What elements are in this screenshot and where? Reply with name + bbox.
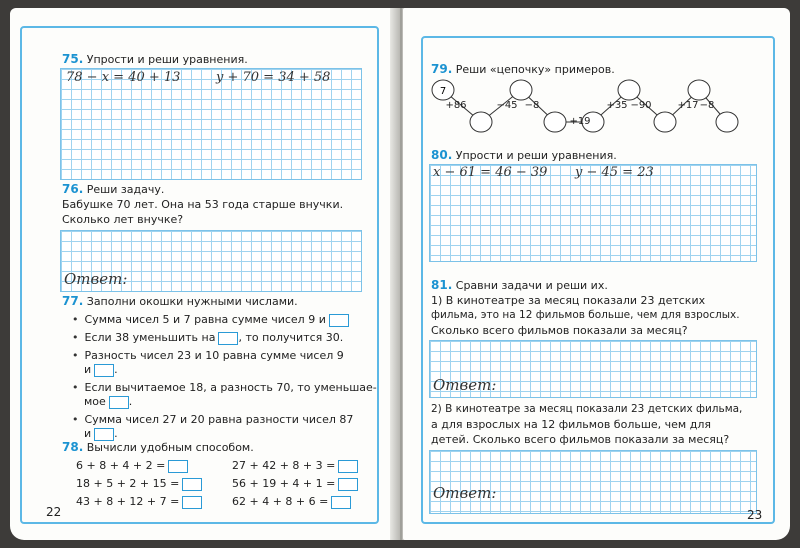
chain-operation-label: +35 [606, 100, 628, 111]
task-78-col1-row3 [76, 494, 202, 509]
task-77-item-1 [72, 312, 349, 327]
task-81-p2-line3: детей. Сколько всего фильмов показали за месяц? [431, 433, 730, 446]
task-81-p2-line2: а для взрослых на 12 фильмов больше, чем для [431, 418, 711, 431]
right-page [403, 8, 790, 540]
expression: 27 + 42 + 8 + 3 = [232, 459, 336, 472]
task-78-col1-row1 [76, 458, 188, 473]
task-78-number: 78. [62, 440, 84, 454]
task-81-p2-line1: 2) В кинотеатре за месяц показали 23 детских фильма, [431, 403, 743, 415]
answer-box[interactable] [182, 496, 202, 509]
answer-box[interactable] [338, 478, 358, 491]
expression: 56 + 19 + 4 + 1 = [232, 477, 336, 490]
answer-box[interactable] [329, 314, 349, 327]
task-77-item-2-text: Если 38 уменьшить на [84, 331, 216, 344]
task-76-heading [62, 182, 164, 197]
task-81-grid-2 [429, 450, 757, 514]
answer-box[interactable] [218, 332, 238, 345]
task-75-title: Упрости и реши уравнения. [86, 53, 248, 66]
task-81-p1-line3: Сколько всего фильмов показали за месяц? [431, 324, 688, 337]
bullet: • [72, 313, 79, 326]
task-77-item-3-text: Разность чисел 23 и 10 равна сумме чисел 9 [84, 349, 344, 362]
task-77-item-5-cont: и . [84, 427, 118, 440]
chain-operation-label: −8 [524, 100, 540, 111]
task-80-number: 80. [431, 148, 453, 162]
expression: 43 + 8 + 12 + 7 = [76, 495, 180, 508]
task-75-handwriting-left: 78 − x = 40 + 13 [66, 70, 181, 85]
task-76-answer-label: Ответ: [64, 270, 128, 288]
workbook-spread [10, 8, 790, 540]
task-78-col1-row2 [76, 476, 202, 491]
expression: 6 + 8 + 4 + 2 = [76, 459, 166, 472]
expression: 18 + 5 + 2 + 15 = [76, 477, 180, 490]
task-76-title: Реши задачу. [86, 183, 165, 196]
task-77-item-3-text-2: и [84, 363, 92, 376]
left-page [10, 8, 399, 540]
task-75-handwriting-right: y + 70 = 34 + 58 [216, 70, 331, 85]
task-81-title: Сравни задачи и реши их. [455, 279, 608, 292]
page-number-right: 23 [747, 508, 763, 522]
chain-answer-node[interactable] [688, 80, 710, 100]
chain-start-value: 7 [439, 86, 447, 97]
page-number-left: 22 [46, 505, 62, 519]
chain-answer-node[interactable] [618, 80, 640, 100]
chain-operation-label: −45 [496, 100, 518, 111]
task-79-title: Реши «цепочку» примеров. [455, 63, 615, 76]
chain-operation-label: +17 [677, 100, 699, 111]
answer-box[interactable] [182, 478, 202, 491]
task-78-title: Вычисли удобным способом. [86, 441, 254, 454]
task-81-p1-line2: фильма, это на 12 фильмов больше, чем для взрослых. [431, 309, 740, 321]
task-76-line2: Сколько лет внучке? [62, 213, 184, 226]
task-77-item-4 [72, 380, 377, 395]
task-77-item-2 [72, 330, 343, 345]
answer-box[interactable] [94, 364, 114, 377]
task-77-item-4-cont: мое . [84, 395, 133, 408]
task-76-line1: Бабушке 70 лет. Она на 53 года старше внучки. [62, 198, 344, 211]
task-77-item-5 [72, 412, 353, 427]
task-76-number: 76. [62, 182, 84, 196]
task-77-item-2-text-end: , то получится 30. [238, 331, 344, 344]
answer-box[interactable] [109, 396, 129, 409]
chain-operation-label: −90 [630, 100, 652, 111]
chain-answer-node[interactable] [654, 112, 676, 132]
answer-box[interactable] [168, 460, 188, 473]
chain-answer-node[interactable] [544, 112, 566, 132]
task-77-number: 77. [62, 294, 84, 308]
bullet: • [72, 349, 79, 362]
task-75-heading [62, 52, 248, 67]
chain-operation-label: +86 [445, 100, 467, 111]
task-77-item-1-text: Сумма чисел 5 и 7 равна сумме чисел 9 и [84, 313, 326, 326]
task-77-heading [62, 294, 298, 309]
chain-answer-node[interactable] [510, 80, 532, 100]
task-80-heading [431, 148, 617, 163]
task-78-col2-row1 [232, 458, 358, 473]
chain-answer-node[interactable] [470, 112, 492, 132]
task-77-item-3-cont: и . [84, 363, 118, 376]
chain-operation-label: +19 [569, 116, 591, 127]
task-79-heading [431, 62, 615, 77]
bullet: • [72, 331, 79, 344]
task-81-answer-label-1: Ответ: [433, 376, 497, 394]
task-77-item-5-text-2: и [84, 427, 92, 440]
task-75-number: 75. [62, 52, 84, 66]
chain-operation-label: −8 [699, 100, 715, 111]
task-80-title: Упрости и реши уравнения. [455, 149, 617, 162]
task-77-item-5-text: Сумма чисел 27 и 20 равна разности чисел 87 [84, 413, 354, 426]
answer-box[interactable] [338, 460, 358, 473]
task-80-handwriting-left: x − 61 = 46 − 39 [433, 165, 548, 180]
task-77-item-4-text-2: мое [84, 395, 106, 408]
task-81-p1-line1: 1) В кинотеатре за месяц показали 23 детских [431, 294, 706, 307]
task-78-col2-row3 [232, 494, 351, 509]
task-79-number: 79. [431, 62, 453, 76]
task-79-chain-diagram [425, 76, 745, 146]
task-81-answer-label-2: Ответ: [433, 484, 497, 502]
answer-box[interactable] [94, 428, 114, 441]
bullet: • [72, 413, 79, 426]
task-81-heading [431, 278, 608, 293]
task-80-handwriting-right: y − 45 = 23 [575, 165, 654, 180]
task-77-title: Заполни окошки нужными числами. [86, 295, 298, 308]
task-78-col2-row2 [232, 476, 358, 491]
answer-box[interactable] [331, 496, 351, 509]
expression: 62 + 4 + 8 + 6 = [232, 495, 329, 508]
task-77-item-3 [72, 348, 344, 363]
bullet: • [72, 381, 79, 394]
task-78-heading [62, 440, 254, 455]
task-81-number: 81. [431, 278, 453, 292]
task-77-item-4-text: Если вычитаемое 18, а разность 70, то уменьшае- [84, 381, 377, 394]
chain-answer-node[interactable] [716, 112, 738, 132]
